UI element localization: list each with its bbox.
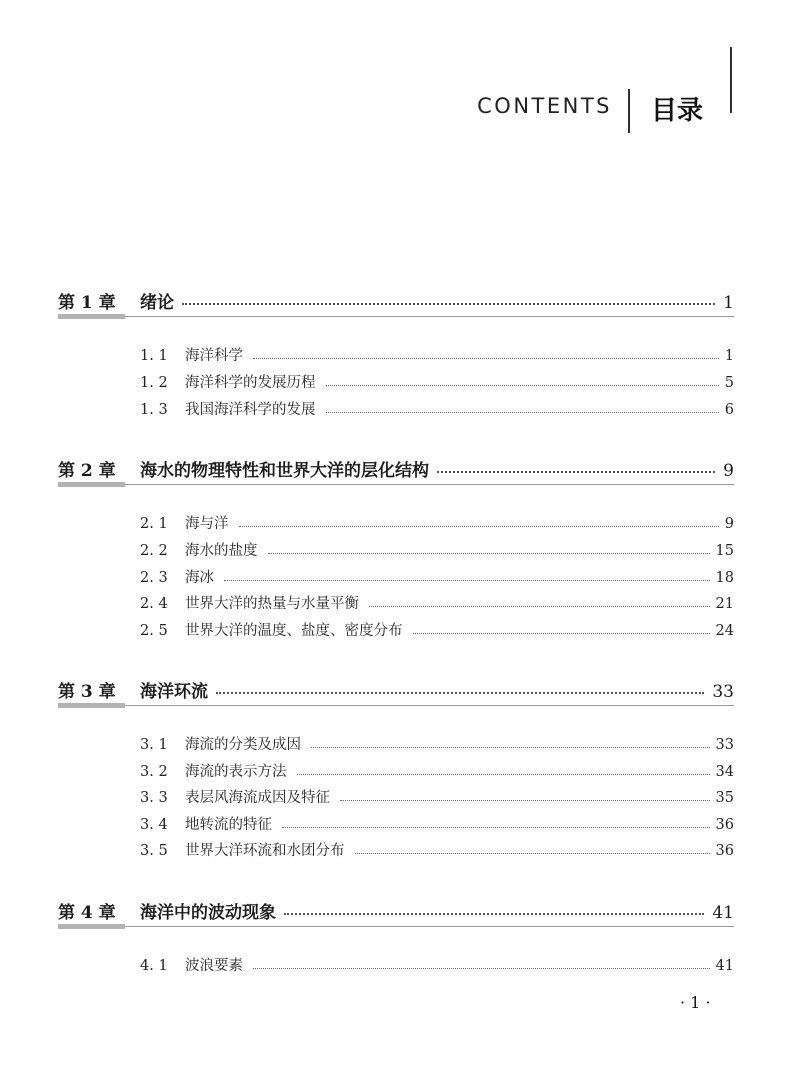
section-number: 1. 2 bbox=[140, 375, 168, 391]
chapter-rule bbox=[125, 484, 734, 485]
chapter-rule bbox=[125, 705, 734, 706]
section-1-3[interactable] bbox=[140, 398, 734, 420]
chapter-title: 海水的物理特性和世界大洋的层化结构 bbox=[140, 461, 429, 481]
dot-leader bbox=[437, 471, 715, 473]
section-1-2[interactable] bbox=[140, 371, 734, 393]
header-chinese-title: 目录 bbox=[651, 96, 704, 126]
chapter-1-heading[interactable] bbox=[58, 288, 734, 322]
section-title: 海洋科学 bbox=[185, 348, 243, 364]
section-page: 18 bbox=[715, 570, 734, 586]
chapter-marker-bar bbox=[58, 314, 125, 319]
chapter-page: 9 bbox=[723, 461, 734, 481]
section-page: 21 bbox=[715, 596, 734, 612]
section-title: 海水的盐度 bbox=[185, 543, 258, 559]
section-page: 9 bbox=[724, 516, 734, 532]
section-2-2[interactable] bbox=[140, 539, 734, 561]
section-2-3[interactable] bbox=[140, 566, 734, 588]
section-title: 海流的表示方法 bbox=[185, 764, 287, 780]
section-title: 我国海洋科学的发展 bbox=[185, 402, 316, 418]
chapter-4-heading[interactable] bbox=[58, 898, 734, 932]
section-title: 海与洋 bbox=[185, 516, 229, 532]
dot-leader bbox=[182, 303, 715, 305]
dot-leader bbox=[326, 412, 719, 413]
chapter-page: 41 bbox=[712, 903, 734, 923]
section-2-1[interactable] bbox=[140, 512, 734, 534]
chapter-title: 绪论 bbox=[140, 293, 174, 313]
section-3-5[interactable] bbox=[140, 839, 734, 861]
section-3-3[interactable] bbox=[140, 786, 734, 808]
section-number: 1. 1 bbox=[140, 348, 168, 364]
dot-leader bbox=[297, 774, 710, 775]
section-title: 海流的分类及成因 bbox=[185, 737, 301, 753]
section-2-4[interactable] bbox=[140, 592, 734, 614]
dot-leader bbox=[284, 913, 704, 915]
section-page: 41 bbox=[715, 958, 734, 974]
chapter-rule bbox=[125, 316, 734, 317]
chapter-number: 第 1 章 bbox=[58, 293, 116, 313]
dot-leader bbox=[413, 633, 710, 634]
dot-leader bbox=[355, 853, 710, 854]
section-title: 海冰 bbox=[185, 570, 214, 586]
section-3-2[interactable] bbox=[140, 760, 734, 782]
dot-leader bbox=[369, 606, 710, 607]
chapter-page: 1 bbox=[723, 293, 734, 313]
section-page: 5 bbox=[724, 375, 734, 391]
chapter-marker-bar bbox=[58, 924, 125, 929]
section-number: 4. 1 bbox=[140, 958, 168, 974]
section-number: 3. 4 bbox=[140, 817, 168, 833]
section-1-1[interactable] bbox=[140, 344, 734, 366]
dot-leader bbox=[268, 553, 710, 554]
header-english-title: CONTENTS bbox=[477, 94, 612, 118]
dot-leader bbox=[326, 385, 719, 386]
chapter-number: 第 2 章 bbox=[58, 461, 116, 481]
section-page: 36 bbox=[715, 817, 734, 833]
section-title: 世界大洋环流和水团分布 bbox=[185, 843, 345, 859]
section-page: 1 bbox=[724, 348, 734, 364]
section-page: 35 bbox=[715, 790, 734, 806]
chapter-3-heading[interactable] bbox=[58, 677, 734, 711]
dot-leader bbox=[216, 692, 704, 694]
section-title: 海洋科学的发展历程 bbox=[185, 375, 316, 391]
chapter-marker-bar bbox=[58, 703, 125, 708]
dot-leader bbox=[311, 747, 710, 748]
chapter-number: 第 4 章 bbox=[58, 903, 116, 923]
section-title: 地转流的特征 bbox=[185, 817, 272, 833]
dot-leader bbox=[253, 968, 710, 969]
section-4-1[interactable] bbox=[140, 954, 734, 976]
section-title: 表层风海流成因及特征 bbox=[185, 790, 330, 806]
chapter-marker-bar bbox=[58, 482, 125, 487]
chapter-number: 第 3 章 bbox=[58, 682, 116, 702]
page-number: · 1 · bbox=[680, 993, 711, 1012]
dot-leader bbox=[282, 827, 710, 828]
section-3-1[interactable] bbox=[140, 733, 734, 755]
dot-leader bbox=[239, 526, 719, 527]
section-number: 3. 2 bbox=[140, 764, 168, 780]
section-page: 15 bbox=[715, 543, 734, 559]
section-number: 2. 4 bbox=[140, 596, 168, 612]
section-number: 1. 3 bbox=[140, 402, 168, 418]
section-title: 世界大洋的温度、盐度、密度分布 bbox=[185, 623, 403, 639]
chapter-page: 33 bbox=[712, 682, 734, 702]
dot-leader bbox=[340, 800, 710, 801]
section-number: 3. 5 bbox=[140, 843, 168, 859]
chapter-title: 海洋中的波动现象 bbox=[140, 903, 276, 923]
section-page: 6 bbox=[724, 402, 734, 418]
section-page: 34 bbox=[715, 764, 734, 780]
section-number: 2. 5 bbox=[140, 623, 168, 639]
chapter-2-heading[interactable] bbox=[58, 456, 734, 490]
section-page: 24 bbox=[715, 623, 734, 639]
chapter-title: 海洋环流 bbox=[140, 682, 208, 702]
dot-leader bbox=[224, 580, 710, 581]
section-3-4[interactable] bbox=[140, 813, 734, 835]
section-number: 3. 1 bbox=[140, 737, 168, 753]
section-page: 36 bbox=[715, 843, 734, 859]
section-page: 33 bbox=[715, 737, 734, 753]
dot-leader bbox=[253, 358, 719, 359]
section-number: 2. 3 bbox=[140, 570, 168, 586]
section-2-5[interactable] bbox=[140, 619, 734, 641]
section-number: 2. 1 bbox=[140, 516, 168, 532]
section-number: 3. 3 bbox=[140, 790, 168, 806]
section-number: 2. 2 bbox=[140, 543, 168, 559]
section-title: 波浪要素 bbox=[185, 958, 243, 974]
section-title: 世界大洋的热量与水量平衡 bbox=[185, 596, 359, 612]
chapter-rule bbox=[125, 926, 734, 927]
